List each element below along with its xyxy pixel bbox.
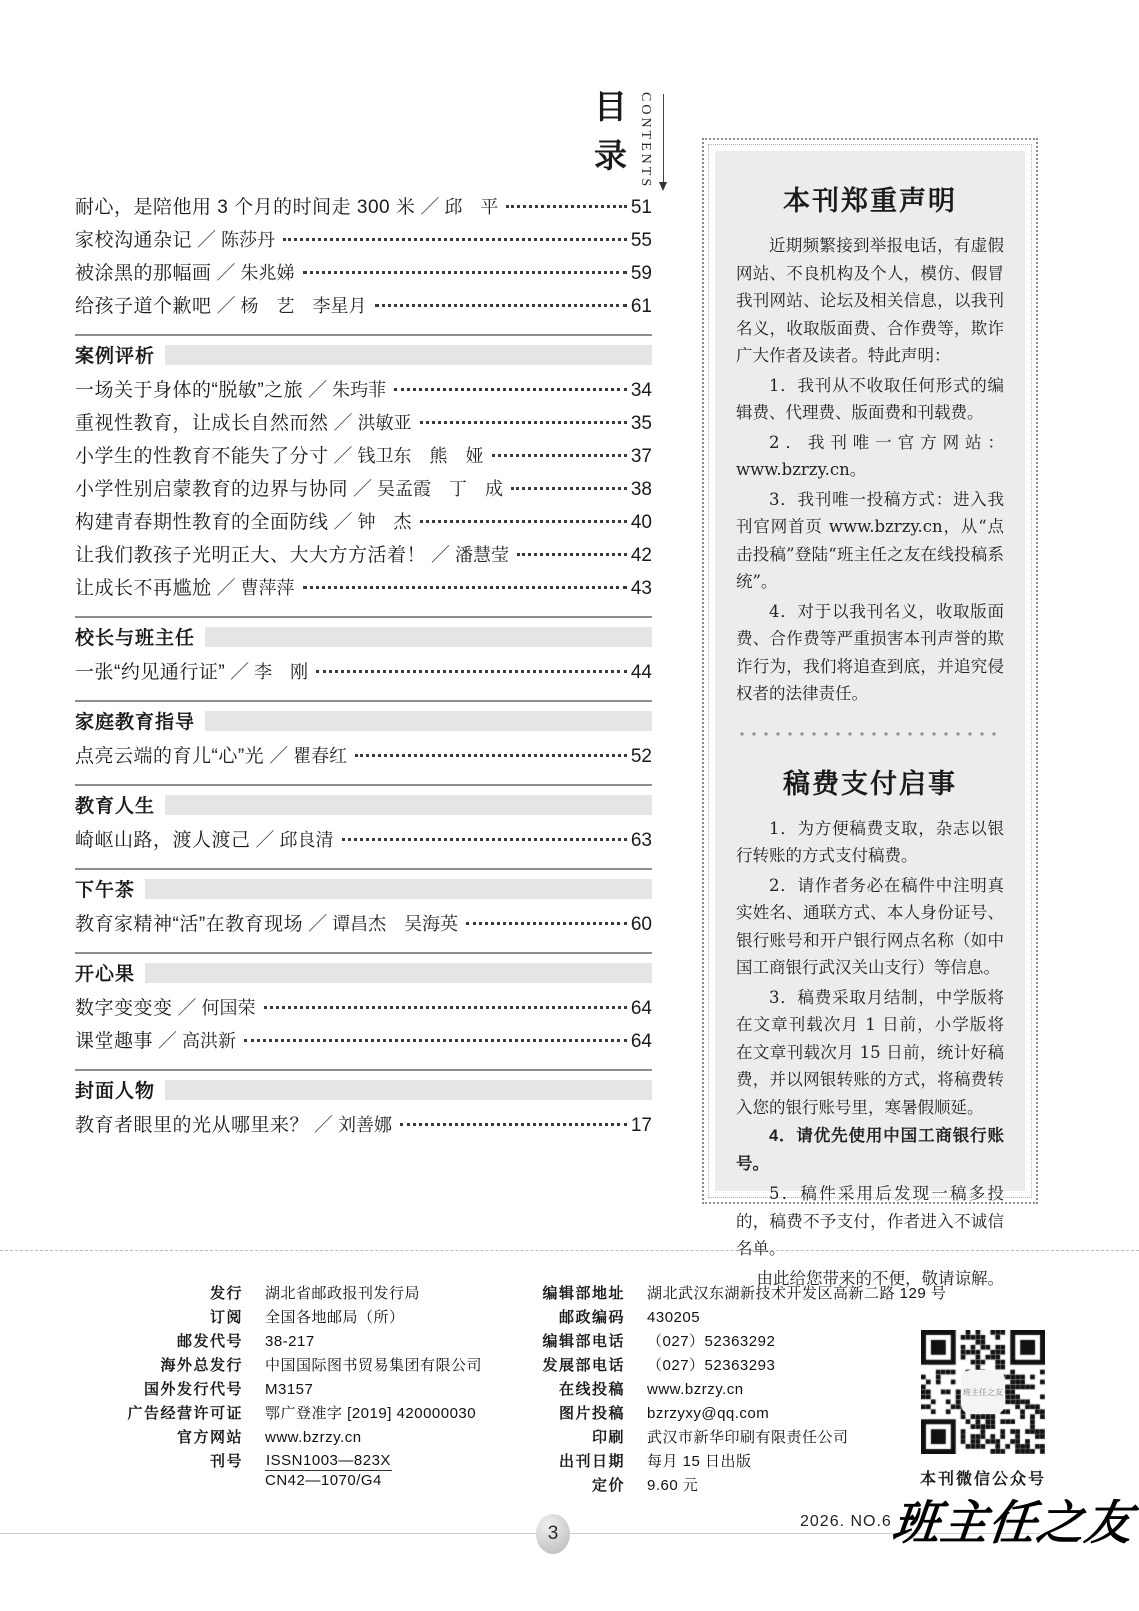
toc-entry bbox=[75, 381, 652, 400]
colophon-row bbox=[85, 1404, 482, 1423]
toc-dot-leader bbox=[506, 205, 626, 208]
toc-dot-leader bbox=[420, 520, 627, 523]
toc-entry-title: 一场关于身体的“脱敏”之旅 bbox=[75, 380, 304, 401]
toc-dot-leader bbox=[466, 922, 627, 925]
colophon-label: 出刊日期 bbox=[559, 1453, 626, 1470]
toc-entry-page: 40 bbox=[630, 512, 652, 533]
toc-entry bbox=[75, 198, 652, 217]
toc-dot-leader bbox=[517, 553, 627, 556]
toc-entry bbox=[75, 1032, 652, 1051]
footer-rule bbox=[0, 1533, 1040, 1534]
toc-entry bbox=[75, 414, 652, 433]
colophon-label: 印刷 bbox=[592, 1429, 626, 1446]
toc-entry-title: 家校沟通杂记 bbox=[75, 230, 193, 251]
toc-dot-leader bbox=[303, 586, 627, 589]
toc-entry-page: 38 bbox=[630, 479, 652, 500]
toc-entry-separator: ／ bbox=[269, 746, 289, 767]
colophon-value: 每月 15 日出版 bbox=[647, 1453, 752, 1470]
colophon-value: M3157 bbox=[265, 1381, 314, 1398]
notice-title: 本刊郑重声明 bbox=[783, 186, 957, 216]
section-header bbox=[75, 952, 652, 986]
dashed-divider bbox=[0, 1250, 1139, 1251]
table-of-contents bbox=[75, 198, 652, 1149]
notice-box-inner bbox=[715, 151, 1025, 1288]
toc-entry-page: 35 bbox=[630, 413, 652, 434]
colophon-row bbox=[530, 1452, 946, 1471]
section-header bbox=[75, 616, 652, 650]
toc-entry bbox=[75, 663, 652, 682]
toc-entry-title: 构建青春期性教育的全面防线 bbox=[75, 512, 329, 533]
section-header-label: 家庭教育指导 bbox=[75, 712, 196, 733]
section-header-bar bbox=[145, 879, 652, 899]
colophon-row bbox=[85, 1308, 482, 1327]
section-header-label: 教育人生 bbox=[75, 796, 156, 817]
toc-dot-leader bbox=[511, 487, 627, 490]
toc-entry-page: 55 bbox=[630, 230, 652, 251]
toc-dot-leader bbox=[342, 838, 627, 841]
colophon-row bbox=[85, 1284, 482, 1303]
toc-entry-page: 59 bbox=[630, 263, 652, 284]
colophon-label: 刊号 bbox=[209, 1453, 243, 1470]
toc-entry-title: 给孩子道个歉吧 bbox=[75, 296, 212, 317]
toc-entry-separator: ／ bbox=[177, 998, 197, 1019]
notice-paragraph: 由此给您带来的不便，敬请谅解。 bbox=[756, 1268, 1004, 1288]
section-header-bar bbox=[165, 345, 652, 365]
toc-entry bbox=[75, 747, 652, 766]
toc-entry-author: 刘善娜 bbox=[338, 1115, 393, 1135]
toc-dot-leader bbox=[303, 271, 627, 274]
toc-entry-title: 重视性教育，让成长自然而然 bbox=[75, 413, 329, 434]
notice-paragraph: 4．对于以我刊名义，收取版面费、合作费等严重损害本刊声誉的欺诈行为，我们将追查到底，并追究侵权者的法律责任。 bbox=[736, 601, 1004, 703]
colophon-row bbox=[85, 1428, 482, 1447]
colophon-row bbox=[530, 1428, 946, 1447]
section-header bbox=[75, 700, 652, 734]
toc-entry-author: 吴孟霞 丁 成 bbox=[377, 479, 504, 499]
colophon-row bbox=[530, 1332, 946, 1351]
colophon-label: 邮发代号 bbox=[176, 1333, 243, 1350]
colophon-label: 在线投稿 bbox=[559, 1381, 626, 1398]
section-header-bar bbox=[205, 627, 652, 647]
toc-entry-separator: ／ bbox=[216, 578, 236, 599]
colophon-label: 发展部电话 bbox=[542, 1357, 626, 1374]
toc-entry-page: 34 bbox=[630, 380, 652, 401]
section-header bbox=[75, 784, 652, 818]
qr-center-logo: 班主任之友 bbox=[961, 1370, 1005, 1414]
toc-entry-title: 点亮云端的育儿“心”光 bbox=[75, 746, 265, 767]
toc-entry-author: 陈莎丹 bbox=[221, 230, 276, 250]
colophon-row bbox=[530, 1284, 946, 1303]
toc-dot-leader bbox=[355, 754, 627, 757]
toc-entry-page: 37 bbox=[630, 446, 652, 467]
toc-entry-author: 李 刚 bbox=[254, 662, 309, 682]
colophon-value: 武汉市新华印刷有限责任公司 bbox=[647, 1429, 849, 1446]
toc-entry-separator: ／ bbox=[230, 662, 250, 683]
toc-entry-author: 邱良清 bbox=[279, 830, 334, 850]
toc-entry-separator: ／ bbox=[308, 380, 328, 401]
toc-dot-leader bbox=[244, 1039, 627, 1042]
colophon-left-table bbox=[85, 1284, 482, 1500]
toc-entry-author: 谭昌杰 吴海英 bbox=[332, 914, 459, 934]
toc-entry-page: 42 bbox=[630, 545, 652, 566]
qr-code bbox=[921, 1330, 1045, 1454]
toc-entry-page: 61 bbox=[630, 296, 652, 317]
colophon-value: bzrzyxy@qq.com bbox=[647, 1405, 770, 1422]
cn-number: CN42—1070/G4 bbox=[265, 1472, 382, 1489]
toc-entry-separator: ／ bbox=[333, 512, 353, 533]
toc-entry-page: 52 bbox=[630, 746, 652, 767]
colophon-value: 鄂广登准字 [2019] 420000030 bbox=[265, 1405, 477, 1422]
section-header bbox=[75, 1069, 652, 1103]
toc-entry-author: 钱卫东 熊 娅 bbox=[357, 446, 484, 466]
toc-entry-separator: ／ bbox=[197, 230, 217, 251]
section-header-label: 案例评析 bbox=[75, 346, 156, 367]
wechat-caption: 本刊微信公众号 bbox=[920, 1471, 1047, 1488]
toc-entry-page: 44 bbox=[630, 662, 652, 683]
toc-entry-title: 一张“约见通行证” bbox=[75, 662, 226, 683]
toc-entry-title: 教育者眼里的光从哪里来？ bbox=[75, 1115, 310, 1136]
toc-dot-leader bbox=[394, 388, 627, 391]
toc-entry-author: 高洪新 bbox=[182, 1031, 237, 1051]
section-header-label: 校长与班主任 bbox=[75, 628, 196, 649]
toc-entry-page: 43 bbox=[630, 578, 652, 599]
colophon-row bbox=[530, 1308, 946, 1327]
toc-entry-page: 64 bbox=[630, 1031, 652, 1052]
toc-entry bbox=[75, 513, 652, 532]
toc-entry-separator: ／ bbox=[420, 197, 440, 218]
colophon-label: 发行 bbox=[209, 1285, 243, 1302]
colophon-row bbox=[530, 1404, 946, 1423]
colophon-value: （027）52363292 bbox=[647, 1333, 776, 1350]
wechat-qr-block bbox=[920, 1330, 1046, 1489]
toc-entry-separator: ／ bbox=[333, 413, 353, 434]
toc-entry-page: 60 bbox=[630, 914, 652, 935]
toc-entry-page: 17 bbox=[630, 1115, 652, 1136]
toc-entry-separator: ／ bbox=[216, 296, 236, 317]
section-header bbox=[75, 868, 652, 902]
toc-entry-separator: ／ bbox=[431, 545, 451, 566]
colophon-row bbox=[85, 1332, 482, 1351]
colophon-label: 广告经营许可证 bbox=[127, 1405, 243, 1422]
colophon-row bbox=[85, 1380, 482, 1399]
toc-entry-author: 朱玙菲 bbox=[332, 380, 387, 400]
toc-entry-separator: ／ bbox=[314, 1115, 334, 1136]
colophon-value: 湖北省邮政报刊发行局 bbox=[265, 1285, 421, 1302]
toc-dot-leader bbox=[316, 670, 627, 673]
page-number-badge: 3 bbox=[536, 1514, 570, 1554]
toc-entry-author: 瞿春红 bbox=[293, 746, 348, 766]
colophon-label: 海外总发行 bbox=[160, 1357, 243, 1374]
toc-entry-title: 课堂趣事 bbox=[75, 1031, 154, 1052]
toc-entry bbox=[75, 447, 652, 466]
notice-box bbox=[702, 138, 1038, 1288]
toc-entry bbox=[75, 546, 652, 565]
toc-entry-author: 潘慧莹 bbox=[455, 545, 510, 565]
colophon-value: 全国各地邮局（所） bbox=[265, 1309, 405, 1326]
colophon-label: 国外发行代号 bbox=[143, 1381, 243, 1398]
toc-entry-title: 让成长不再尴尬 bbox=[75, 578, 212, 599]
toc-entry-title: 耐心，是陪他用 3 个月的时间走 300 米 bbox=[75, 197, 416, 218]
colophon-middle-table bbox=[530, 1284, 946, 1500]
section-header bbox=[75, 334, 652, 368]
colophon-value-fraction bbox=[265, 1452, 392, 1489]
colophon-value: 9.60 元 bbox=[647, 1477, 699, 1494]
contents-heading bbox=[594, 90, 664, 189]
notice-paragraph: 5．稿件采用后发现一稿多投的，稿费不予支付，作者进入不诚信名单。 bbox=[736, 1184, 1004, 1258]
colophon-label: 官方网站 bbox=[176, 1429, 243, 1446]
toc-dot-leader bbox=[492, 454, 627, 457]
section-header-bar bbox=[205, 711, 652, 731]
toc-entry-title: 崎岖山路，渡人渡己 bbox=[75, 830, 251, 851]
toc-entry bbox=[75, 231, 652, 250]
toc-entry-title: 被涂黑的那幅画 bbox=[75, 263, 212, 284]
toc-entry-title: 小学生的性教育不能失了分寸 bbox=[75, 446, 329, 467]
toc-entry bbox=[75, 999, 652, 1018]
toc-entry-title: 让我们教孩子光明正大、大大方方活着！ bbox=[75, 545, 427, 566]
colophon-row bbox=[530, 1380, 946, 1399]
colophon-row bbox=[85, 1356, 482, 1375]
contents-char-1: 目 bbox=[594, 88, 627, 125]
notice-paragraph: 2．请作者务必在稿件中注明真实姓名、通联方式、本人身份证号、银行账号和开户银行网点名称（如中国工商银行武汉关山支行）等信息。 bbox=[736, 875, 1004, 977]
section-header-label: 封面人物 bbox=[75, 1081, 156, 1102]
down-arrow-icon bbox=[663, 94, 664, 186]
colophon-value: 430205 bbox=[647, 1309, 701, 1326]
issn-number: ISSN1003—823X bbox=[266, 1452, 391, 1469]
section-header-label: 开心果 bbox=[75, 964, 136, 985]
section-header-bar bbox=[165, 1080, 652, 1100]
colophon-label: 图片投稿 bbox=[559, 1405, 626, 1422]
toc-entry-author: 邱 平 bbox=[444, 197, 499, 217]
toc-entry-separator: ／ bbox=[353, 479, 373, 500]
contents-title-en: CONTENTS bbox=[638, 92, 653, 190]
toc-entry-author: 朱兆娣 bbox=[240, 263, 295, 283]
colophon-value: 中国国际图书贸易集团有限公司 bbox=[265, 1357, 483, 1374]
colophon-value: www.bzrzy.cn bbox=[647, 1381, 744, 1398]
toc-entry-separator: ／ bbox=[255, 830, 275, 851]
notice-paragraph: 1．为方便稿费支取，杂志以银行转账的方式支付稿费。 bbox=[736, 818, 1004, 865]
colophon-row bbox=[530, 1476, 946, 1495]
toc-dot-leader bbox=[283, 238, 627, 241]
colophon-label: 编辑部地址 bbox=[542, 1285, 626, 1302]
toc-entry-page: 64 bbox=[630, 998, 652, 1019]
colophon-label: 编辑部电话 bbox=[542, 1333, 626, 1350]
notice-paragraph: 2．我刊唯一官方网站：www.bzrzy.cn。 bbox=[736, 432, 1004, 479]
toc-entry bbox=[75, 915, 652, 934]
toc-entry-author: 曹萍萍 bbox=[240, 578, 295, 598]
toc-entry-author: 杨 艺 李星月 bbox=[240, 296, 367, 316]
toc-entry-title: 教育家精神“活”在教育现场 bbox=[75, 914, 304, 935]
contents-char-2: 录 bbox=[594, 137, 627, 174]
colophon-row bbox=[85, 1452, 482, 1489]
notice-title: 稿费支付启事 bbox=[783, 768, 957, 799]
section-header-bar bbox=[165, 795, 652, 815]
section-header-bar bbox=[145, 963, 652, 983]
notice-paragraph: 1．我刊从不收取任何形式的编辑费、代理费、版面费和刊载费。 bbox=[736, 375, 1004, 422]
toc-entry-separator: ／ bbox=[308, 914, 328, 935]
notice-paragraph: 3．我刊唯一投稿方式：进入我刊官网首页 www.bzrzy.cn，从“点击投稿”登陆“班主任之友在线投稿系统”。 bbox=[736, 489, 1004, 591]
toc-entry-separator: ／ bbox=[333, 446, 353, 467]
colophon-label: 订阅 bbox=[209, 1309, 243, 1326]
colophon-label: 邮政编码 bbox=[559, 1309, 626, 1326]
toc-entry-page: 63 bbox=[630, 830, 652, 851]
colophon-value: 38-217 bbox=[265, 1333, 315, 1350]
notice-paragraph: 3．稿费采取月结制，中学版将在文章刊载次月 1 日前，小学版将在文章刊载次月 15 日前，统计好稿费，并以网银转账的方式，将稿费转入您的银行账号里，寒暑假顺延。 bbox=[736, 987, 1004, 1117]
toc-entry-separator: ／ bbox=[216, 263, 236, 284]
toc-entry bbox=[75, 480, 652, 499]
toc-entry-title: 小学性别启蒙教育的边界与协同 bbox=[75, 479, 349, 500]
toc-entry bbox=[75, 831, 652, 850]
section-header-label: 下午茶 bbox=[75, 880, 136, 901]
toc-entry-page: 51 bbox=[630, 197, 652, 218]
toc-entry-author: 何国荣 bbox=[201, 998, 256, 1018]
toc-entry bbox=[75, 1116, 652, 1135]
colophon-row bbox=[530, 1356, 946, 1375]
wave-divider bbox=[738, 730, 1002, 738]
toc-entry bbox=[75, 579, 652, 598]
toc-entry bbox=[75, 297, 652, 316]
colophon-value: 湖北武汉东湖新技术开发区高新二路 129 号 bbox=[647, 1285, 947, 1302]
toc-dot-leader bbox=[400, 1123, 627, 1126]
colophon-value: （027）52363293 bbox=[647, 1357, 776, 1374]
toc-entry-author: 钟 杰 bbox=[357, 512, 412, 532]
colophon bbox=[85, 1284, 946, 1500]
colophon-value: www.bzrzy.cn bbox=[265, 1429, 362, 1446]
toc-entry-separator: ／ bbox=[158, 1031, 178, 1052]
magazine-logo: 班主任之友 bbox=[889, 1496, 1136, 1551]
toc-dot-leader bbox=[375, 304, 627, 307]
toc-dot-leader bbox=[420, 421, 627, 424]
notice-paragraph: 近期频繁接到举报电话，有虚假网站、不良机构及个人，模仿、假冒我刊网站、论坛及相关信息，以我刊名义，收取版面费、合作费等，欺诈广大作者及读者。特此声明： bbox=[736, 236, 1004, 365]
notice-paragraph: 4．请优先使用中国工商银行账号。 bbox=[736, 1127, 1004, 1173]
toc-entry-author: 洪敏亚 bbox=[357, 413, 412, 433]
toc-dot-leader bbox=[264, 1006, 627, 1009]
colophon-label: 定价 bbox=[592, 1477, 626, 1494]
toc-entry-title: 数字变变变 bbox=[75, 998, 173, 1019]
contents-title-cn bbox=[594, 90, 627, 172]
toc-entry bbox=[75, 264, 652, 283]
issue-number: 2026. NO.6 bbox=[800, 1513, 892, 1530]
